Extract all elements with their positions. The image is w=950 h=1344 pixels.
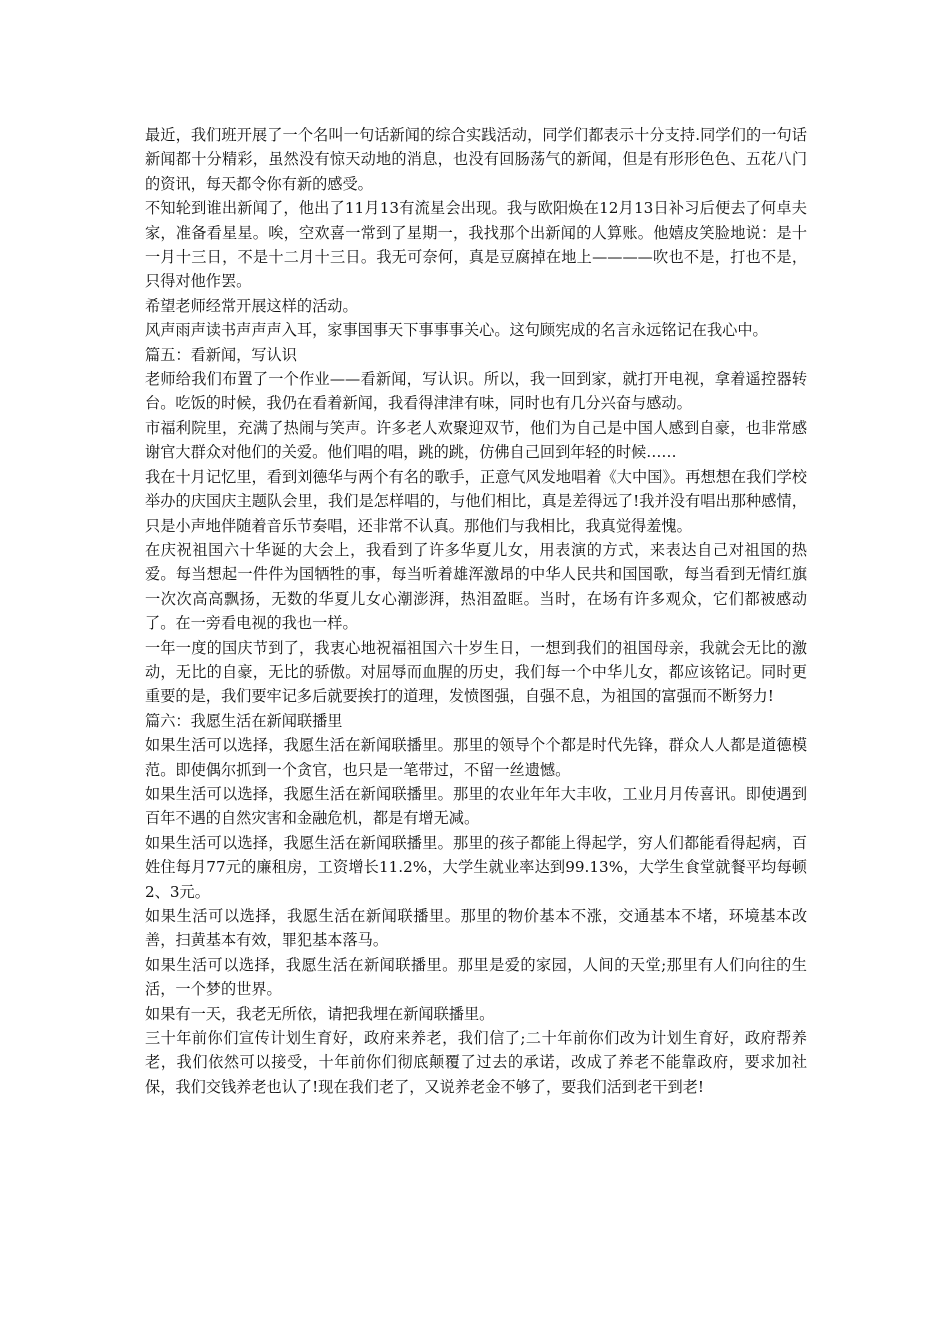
document-body [145,123,807,1099]
paragraph-17: 如果有一天，我老无所依，请把我埋在新闻联播里。 [145,1004,495,1023]
paragraph-16: 如果生活可以选择，我愿生活在新闻联播里。那里是爱的家园，人间的天堂;那里有人们向往的生活，一个梦的世界。 [145,955,807,999]
paragraph-13: 如果生活可以选择，我愿生活在新闻联播里。那里的农业年年大丰收，工业月月传喜讯。即使遇到百年不遇的自然灾害和金融危机，都是有增无减。 [145,784,807,828]
paragraph-10: 一年一度的国庆节到了，我衷心地祝福祖国六十岁生日，一想到我们的祖国母亲，我就会无比的激动，无比的自豪，无比的骄傲。对屈辱而血腥的历史，我们每一个中华儿女，都应该铭记。同时更重要的是，我们要牢记多后就要挨打的道理，发愤图强，自强不息，为祖国的富强而不断努力! [145,638,807,706]
section-heading-5: 篇五：看新闻，写认识 [145,345,297,364]
paragraph-12: 如果生活可以选择，我愿生活在新闻联播里。那里的领导个个都是时代先锋，群众人人都是道德模范。即使偶尔抓到一个贪官，也只是一笔带过，不留一丝遗憾。 [145,736,807,779]
paragraph-2: 不知轮到谁出新闻了，他出了11月13有流星会出现。我与欧阳焕在12月13日补习后便去了何卓夫家，准备看星星。唉，空欢喜一常到了星期一，我找那个出新闻的人算账。他嬉皮笑脸地说：是十一月十三日，不是十二月十三日。我无可奈何，真是豆腐掉在地上————吹也不是，打也不是，只得对他作罢。 [145,199,807,291]
paragraph-4: 风声雨声读书声声声入耳，家事国事天下事事事关心。这句顾宪成的名言永远铭记在我心中。 [145,321,768,340]
paragraph-7: 市福利院里，充满了热闹与笑声。许多老人欢聚迎双节，他们为自己是中国人感到自豪，也非常感谢官大群众对他们的关爱。他们唱的唱，跳的跳，仿佛自己回到年轻的时候…… [145,418,807,462]
paragraph-9: 在庆祝祖国六十华诞的大会上，我看到了许多华夏儿女，用表演的方式，来表达自己对祖国的热爱。每当想起一件件为国牺牲的事，每当听着雄浑激昂的中华人民共和国国歌，每当看到无情红旗一次次高高飘扬，无数的华夏儿女心潮澎湃，热泪盈眶。当时，在场有许多观众，它们都被感动了。在一旁看电视的我也一样。 [145,540,807,633]
section-heading-6: 篇六：我愿生活在新闻联播里 [145,711,343,730]
paragraph-15: 如果生活可以选择，我愿生活在新闻联播里。那里的物价基本不涨，交通基本不堵，环境基本改善，扫黄基本有效，罪犯基本落马。 [145,907,807,950]
paragraph-3: 希望老师经常开展这样的活动。 [145,296,358,315]
paragraph-6: 老师给我们布置了一个作业——看新闻，写认识。所以，我一回到家，就打开电视，拿着遥控器转台。吃饭的时候，我仍在看着新闻，我看得津津有味，同时也有几分兴奋与感动。 [145,370,807,413]
paragraph-8: 我在十月记忆里，看到刘德华与两个有名的歌手，正意气风发地唱着《大中国》。再想想在我们学校举办的庆国庆主题队会里，我们是怎样唱的，与他们相比，真是差得远了!我并没有唱出那种感情，只是小声地伴随着音乐节奏唱，还非常不认真。那他们与我相比，我真觉得羞愧。 [145,467,807,535]
paragraph-1: 最近，我们班开展了一个名叫一句话新闻的综合实践活动，同学们都表示十分支持.同学们的一句话新闻都十分精彩，虽然没有惊天动地的消息，也没有回肠荡气的新闻，但是有形形色色、五花八门的资讯，每天都令你有新的感受。 [145,126,807,193]
paragraph-14: 如果生活可以选择，我愿生活在新闻联播里。那里的孩子都能上得起学，穷人们都能看得起病，百姓住每月77元的廉租房，工资增长11.2%，大学生就业率达到99.13%，大学生食堂就餐平均每顿2、3元。 [145,833,807,901]
paragraph-18: 三十年前你们宣传计划生育好，政府来养老，我们信了;二十年前你们改为计划生育好，政府帮养老，我们依然可以接受，十年前你们彻底颠覆了过去的承诺，改成了养老不能靠政府，要求加社保，我们交钱养老也认了!现在我们老了，又说养老金不够了，要我们活到老干到老! [145,1029,807,1096]
